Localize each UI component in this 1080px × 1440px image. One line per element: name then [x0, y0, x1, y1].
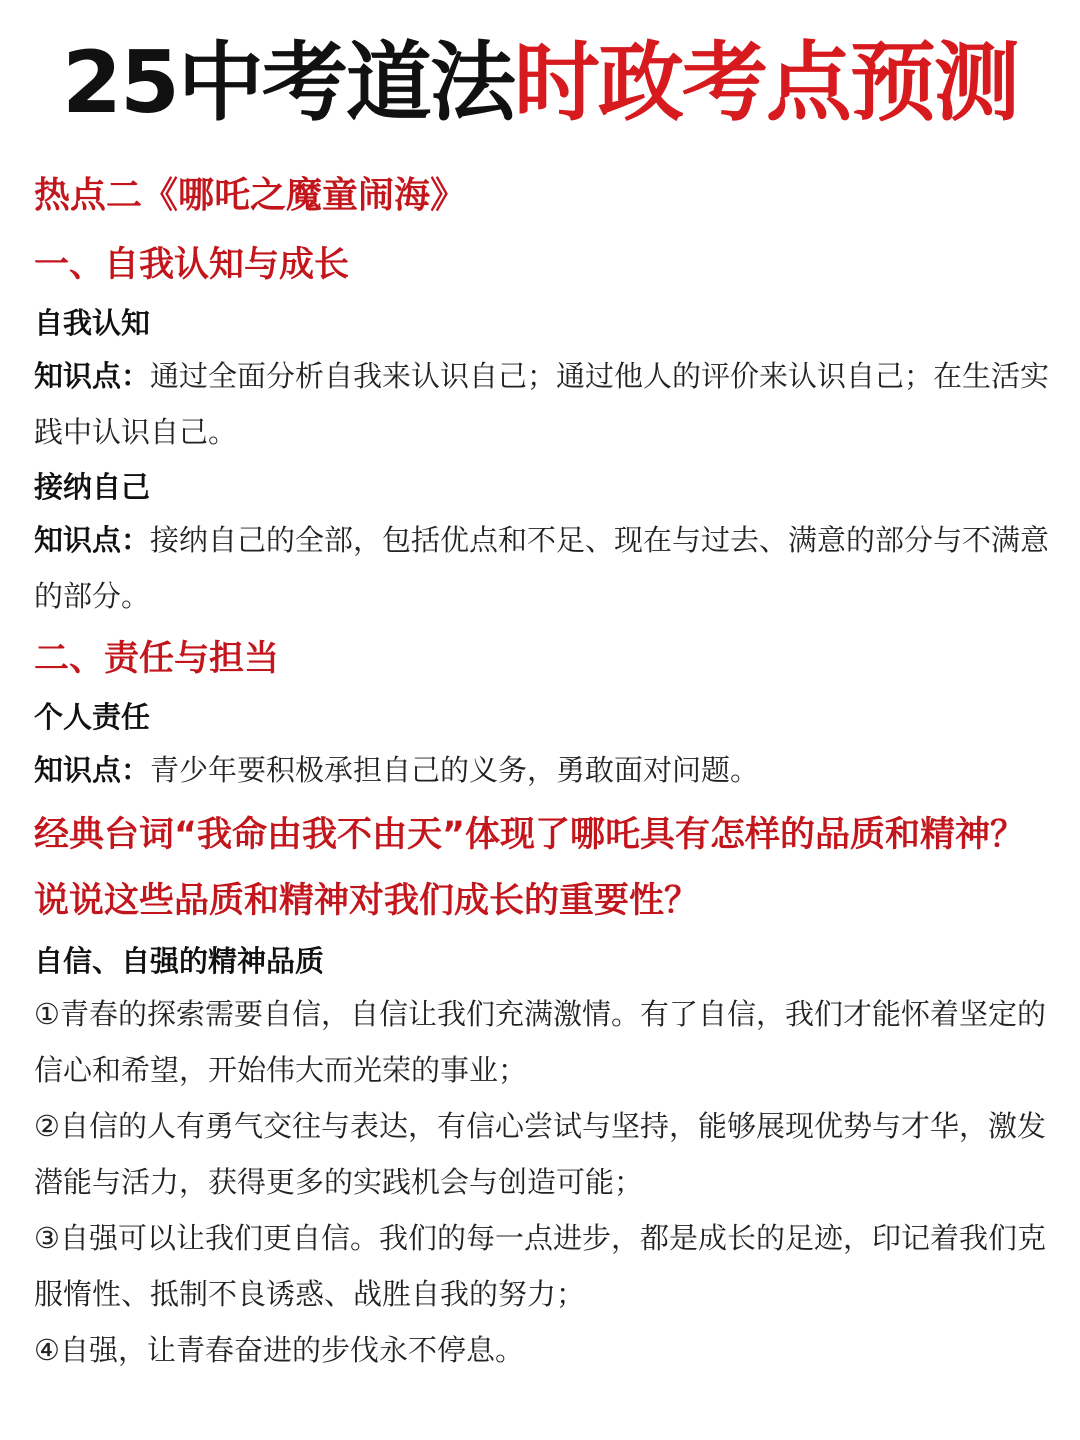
kp-text: 青少年要积极承担自己的义务，勇敢面对问题。	[150, 753, 760, 787]
answer-item: ②自信的人有勇气交往与表达，有信心尝试与坚持，能够展现优势与才华，激发潜能与活力，获得更多的实践机会与创造可能；	[34, 1109, 1046, 1199]
kp-label: 知识点：	[34, 523, 151, 557]
section1-kp2	[34, 512, 1050, 624]
hotspot-heading: 热点二《哪吒之魔童闹海》	[34, 175, 467, 216]
content	[34, 168, 1050, 1378]
kp-label: 知识点：	[34, 359, 151, 393]
answer-item: ④自强，让青春奋进的步伐永不停息。	[34, 1333, 524, 1367]
page-title	[0, 28, 1080, 138]
section1-heading: 一、自我认知与成长	[34, 245, 350, 285]
section2-heading: 二、责任与担当	[34, 639, 280, 679]
answer-item: ①青春的探索需要自信，自信让我们充满激情。有了自信，我们才能怀着坚定的信心和希望，开始伟大而光荣的事业；	[34, 997, 1046, 1087]
kp-text: 通过全面分析自我来认识自己；通过他人的评价来认识自己；在生活实践中认识自己。	[34, 359, 1050, 449]
answer-heading: 自信、自强的精神品质	[34, 944, 325, 978]
answer-item: ③自强可以让我们更自信。我们的每一点进步，都是成长的足迹，印记着我们克服惰性、抵制不良诱惑、战胜自我的努力；	[34, 1221, 1046, 1311]
section2-kp1	[34, 742, 1050, 798]
question: 经典台词“我命由我不由天”体现了哪吒具有怎样的品质和精神？说说这些品质和精神对我们成长的重要性？	[34, 815, 1026, 921]
kp-label: 知识点：	[34, 753, 151, 787]
section2-sub1: 个人责任	[34, 700, 151, 734]
kp-text: 接纳自己的全部，包括优点和不足、现在与过去、满意的部分与不满意的部分。	[34, 523, 1050, 613]
section1-sub1: 自我认知	[34, 306, 151, 340]
title-red-part: 时政考点预测	[513, 33, 1018, 133]
section1-sub2: 接纳自己	[34, 470, 151, 504]
section1-kp1	[34, 348, 1050, 460]
title-black-part: 25中考道法	[62, 33, 514, 133]
